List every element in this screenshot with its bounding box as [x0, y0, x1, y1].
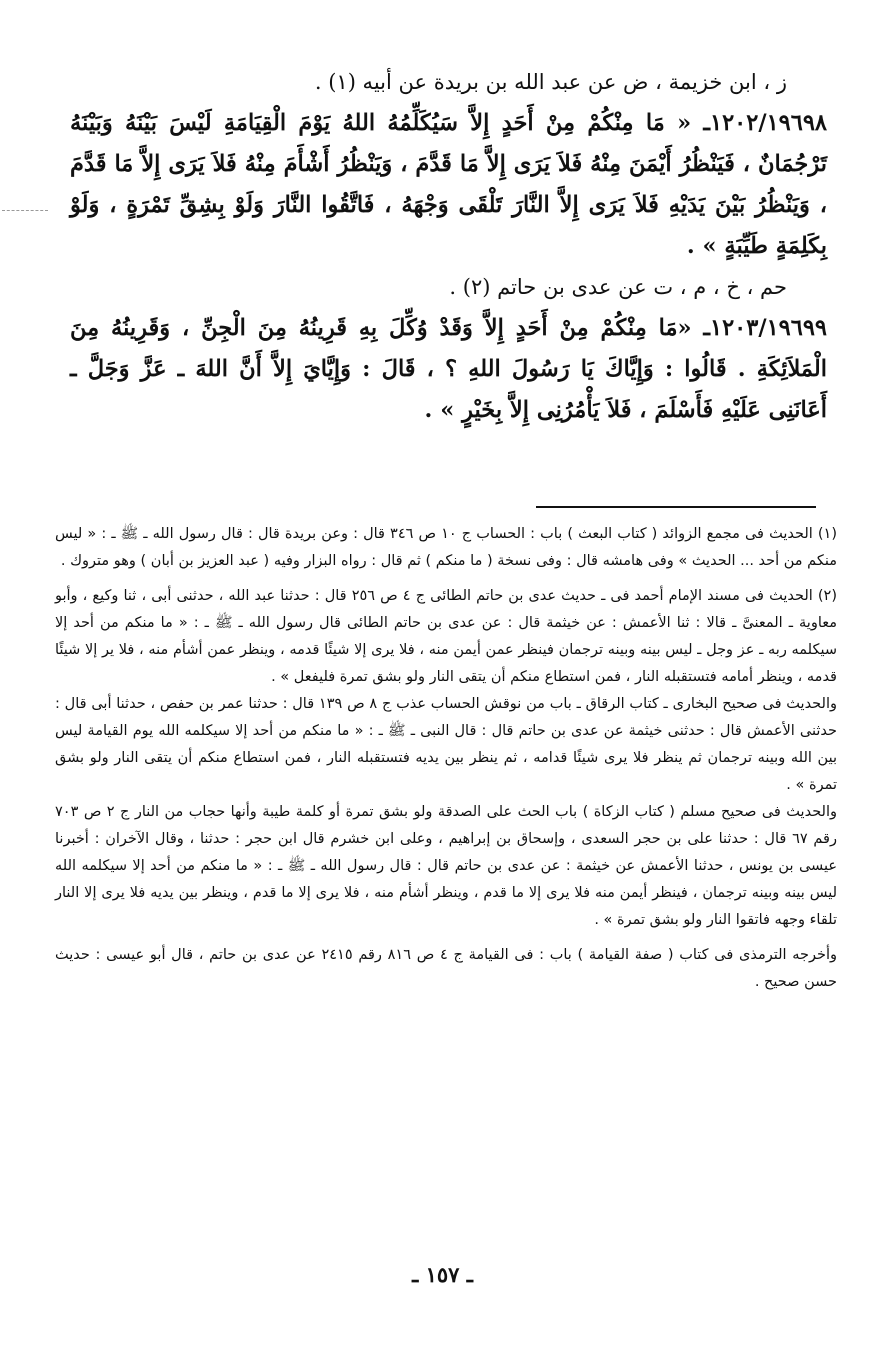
source-line: حم ، خ ، م ، ت عن عدى بن حاتم (٢) .: [449, 275, 787, 299]
footnote-2-tirmidhi: وأخرجه الترمذى فى كتاب ( صفة القيامة ) باب : فى القيامة ج ٤ ص ٨١٦ رقم ٢٤١٥ عن عدى بن حاتم ، قال أبو عيسى : حديث حسن صحيح .: [55, 947, 838, 990]
footnote-2: (٢) الحديث فى مسند الإمام أحمد فى ـ حديث عدى بن حاتم الطائى ج ٤ ص ٢٥٦ قال : حدثنا عبد الله ، حدثنى أبى ، ثنا وكيع ، وأبو معاوية ـ المعنىَّ ـ قالا : ثنا الأعمش : عن خيثمة قال : عن عدى بن حاتم الطائى قال رسول الله ـ ﷺ ـ : « ما منكم من أحد إلا سيكلمه ربه ـ عز وجل ـ ليس بينه وبينه ترجمان فينظر عمن أيمن منه ، فلا يرى إلا شيئًا قدمه ، وينظر عمن أشأم منه ، فلا ير إلا شيئًا قدمه ، وينظر أمامه فتستقبله النار ، فمن استطاع منكم أن يتقى النار ولو بشق تمرة فليفعل » .: [55, 588, 837, 685]
footnote-2-muslim: والحديث فى صحيح مسلم ( كتاب الزكاة ) باب الحث على الصدقة ولو بشق تمرة أو كلمة طيبة وأنها حجاب من النار ج ٢ ص ٧٠٣ رقم ٦٧ قال : حدثنا على بن حجر السعدى ، وإسحاق بن إبراهيم ، وعلى ابن خشرم قال ابن حجر : حدثنا ، وقال الآخران : أخبرنا عيسى بن يونس ، حدثنا الأعمش عن خيثمة : عن عدى بن حاتم قال : قال رسول الله ـ ﷺ ـ : « ما منكم من أحد إلا سيكلمه الله ليس بينه وبينه ترجمان ، فينظر أيمن منه فلا يرى إلا ما قدم ، وينظر أشأم منه ، فلا يرى إلا ما قدم ، وينظر بين يديه فلا يرى إلا النار تلقاء وجهه فاتقوا النار ولو بشق تمرة » .: [55, 804, 837, 928]
source-line: ز ، ابن خزيمة ، ض عن عبد الله بن بريدة عن أبيه (١) .: [314, 70, 787, 94]
hadith-1203: ١٢٠٣/١٩٦٩٩ـ «مَا مِنْكُمْ مِنْ أَحَدٍ إِلاَّ وَقَدْ وُكِّلَ بِهِ قَرِينُهُ مِنَ الْجِنِّ ، وَقَرِينُهُ مِنَ الْمَلاَئِكَةِ . قَالُوا : وَإِيَّاكَ يَا رَسُولَ اللهِ ؟ ، قَالَ : وَإِيَّايَ إِلاَّ أَنَّ اللهَ ـ عَزَّ وَجَلَّ ـ أَعَانَنِى عَلَيْهِ فَأَسْلَمَ ، فَلاَ يَأْمُرُنِى إِلاَّ بِخَيْرٍ » .: [70, 315, 827, 423]
margin-mark: [2, 210, 48, 211]
page-number: ـ ١٥٧ ـ: [412, 1262, 473, 1287]
hadith-1202: ١٢٠٢/١٩٦٩٨ـ « مَا مِنْكُمْ مِنْ أَحَدٍ إِلاَّ سَيُكَلِّمُهُ اللهُ يَوْمَ الْقِيَامَةِ لَيْسَ بَيْنَهُ وَبَيْنَهُ تَرْجُمَانٌ ، فَيَنْظُرُ أَيْمَنَ مِنْهُ فَلاَ يَرَى إِلاَّ مَا قَدَّمَ ، وَيَنْظُرُ أَشْأَمَ مِنْهُ فَلاَ يَرَى إِلاَّ مَا قَدَّمَ ، وَيَنْظُرُ بَيْنَ يَدَيْهِ فَلاَ يَرَى إِلاَّ النَّارَ تَلْقَى وَجْهَهُ ، فَاتَّقُوا النَّارَ وَلَوْ بِشِقِّ تَمْرَةٍ ، وَلَوْ بِكَلِمَةٍ طَيِّبَةٍ » .: [70, 110, 827, 259]
footnote-1: (١) الحديث فى مجمع الزوائد ( كتاب البعث ) باب : الحساب ج ١٠ ص ٣٤٦ قال : وعن بريدة قال : قال رسول الله ـ ﷺ ـ : « ليس منكم من أحد ... الحديث » وفى هامشه قال : وفى نسخة ( ما منكم ) ثم قال : رواه البزار وفيه ( عبد العزيز بن أبان ) وهو متروك .: [55, 526, 837, 569]
main-text: [70, 62, 827, 431]
footnotes: [55, 521, 837, 996]
footnote-divider: [536, 506, 816, 508]
footnote-2-bukhari: والحديث فى صحيح البخارى ـ كتاب الرقاق ـ باب من نوقش الحساب عذب ج ٨ ص ١٣٩ قال : حدثنا عمر بن حفص ، حدثنا أبى قال : حدثنى الأعمش قال : حدثنى خيثمة عن عدى بن حاتم قال : قال النبى ـ ﷺ ـ : « ما منكم من أحد إلا سيكلمه الله يوم القيامة ليس بين الله وبينه ترجمان ثم ينظر فلا يرى شيئًا قدامه ، ثم ينظر بين يديه فتستقبله النار ، فمن استطاع منكم أن يتقى النار ولو بشق تمرة » .: [55, 696, 837, 793]
